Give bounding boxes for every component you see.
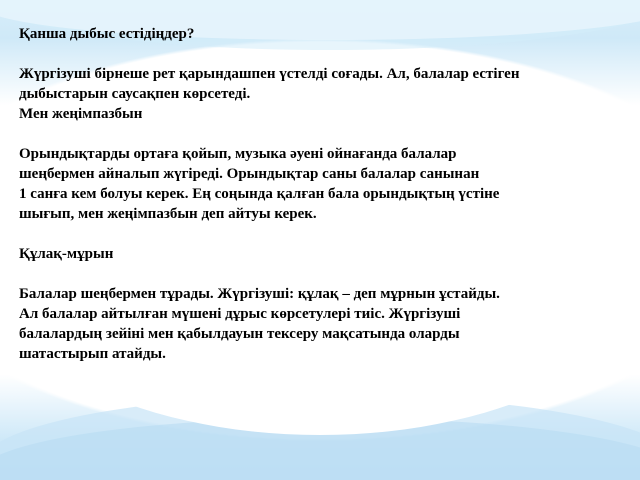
game-title-winner: Мен жеңімпазбын [19,106,143,122]
paragraph-line: шығып, мен жеңімпазбын деп айтуы керек. [19,206,317,222]
paragraph-line: Орындықтарды ортаға қойып, музыка әуені ойнағанда балалар [19,146,457,162]
blank-line [19,224,629,244]
paragraph-line: Жүргізуші бірнеше рет қарындашпен үстелді соғады. Ал, балалар естіген [19,66,520,82]
paragraph-line: балалардың зейіні мен қабылдауын тексеру мақсатында оларды [19,326,460,342]
paragraph-line: Ал балалар айтылған мүшені дұрыс көрсетулері тиіс. Жүргізуші [19,306,461,322]
blank-line [19,264,629,284]
slide-text-body [19,24,629,364]
paragraph-line: шатастырып атайды. [19,346,166,362]
blank-line [19,124,629,144]
paragraph-line: шеңбермен айналып жүгіреді. Орындықтар саны балалар санынан [19,166,480,182]
game-title-ear-nose: Құлақ-мұрын [19,246,114,262]
paragraph-line: Балалар шеңбермен тұрады. Жүргізуші: құлақ – деп мұрнын ұстайды. [19,286,500,302]
blank-line [19,44,629,64]
paragraph-line: дыбыстарын саусақпен көрсетеді. [19,86,251,102]
paragraph-line: 1 санға кем болуы керек. Ең соңында қалған бала орындықтың үстіне [19,186,500,202]
game-title-sound-count: Қанша дыбыс естідіңдер? [19,26,195,42]
